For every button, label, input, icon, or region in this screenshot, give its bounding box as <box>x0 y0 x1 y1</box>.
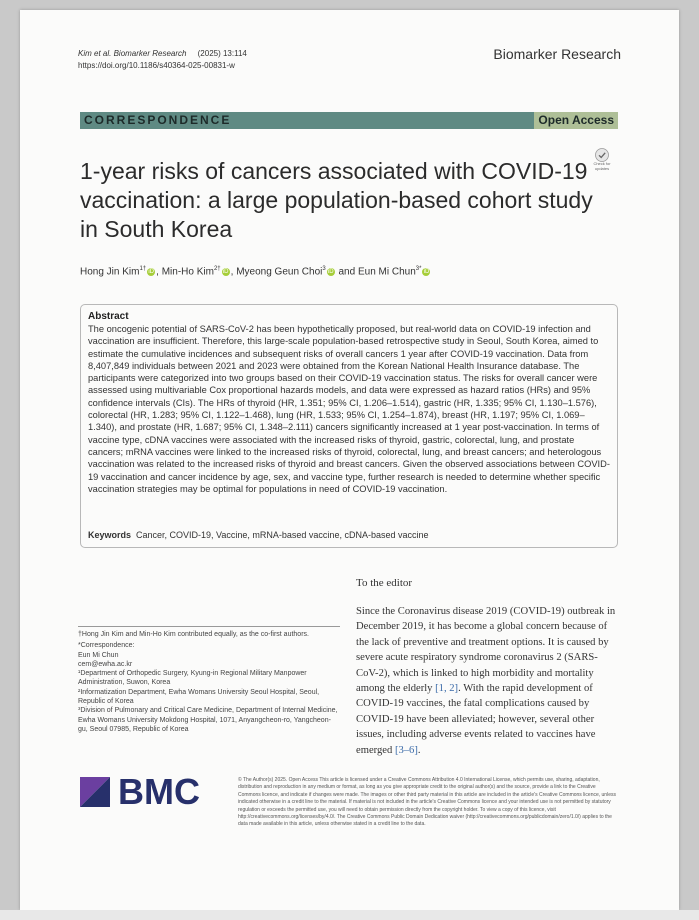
orcid-icon[interactable]: iD <box>222 268 229 275</box>
authors-and: and <box>338 266 356 278</box>
citation-header <box>78 48 247 72</box>
check-updates-line1: Check for <box>593 161 611 166</box>
affiliation-2: ²Informatization Department, Ewha Womans University Seoul Hospital, Seoul, Republic of Korea <box>78 688 320 706</box>
citation-link[interactable]: [1, 2] <box>435 683 459 695</box>
correspondence-label: *Correspondence: <box>78 642 135 650</box>
abstract-text: The oncogenic potential of SARS-CoV-2 has been hypothetically proposed, but real-world data on COVID-19 infection and vaccination are insufficient. Therefore, this large-scale population-based retrospective study in Seoul, South Korea, aimed to estimate the cumulative incidences and subsequent risks of overall cancers 1 year after COVID-19 vaccination. Data from 8,407,849 individuals between 2021 and 2023 were obtained from the Korean National Health Insurance database. The participants were categorized into two groups based on their COVID-19 vaccination status. The risks for overall cancer were assessed using multivariable Cox proportional hazards models, and data were expressed as hazard ratios (HRs) and 95% confidence intervals (CIs). The HRs of thyroid (HR, 1.351; 95% CI, 1.206–1.514), gastric (HR, 1.335; 95% CI, 1.130–1.576), colorectal (HR, 1.283; 95% CI, 1.122–1.468), lung (HR, 1.533; 95% CI, 1.254–1.874), breast (HR, 1.197; 95% CI, 1.069–1.340), and prostate (HR, 1.687; 95% CI, 1.348–2.111) cancers significantly increased at 1 year post-vaccination. In terms of vaccine type, cDNA vaccines were associated with the increased risks of thyroid, gastric, colorectal, lung, and prostate cancers; mRNA vaccines were linked to the increased risks of thyroid, colorectal, lung, and breast cancers; and heterologous vaccination was related to the increased risks of thyroid and breast cancers. Given the observed associations between COVID-19 vaccination and cancer incidence by age, sex, and vaccine type, further research is needed to determine whether specific vaccination strategies may be optimal for populations in need of COVID-19 vaccination. <box>88 324 610 494</box>
citation-journal: Biomarker Research <box>113 49 187 58</box>
author-affiliation: 3 <box>322 266 326 272</box>
author-affiliation: 2† <box>213 266 221 272</box>
doi-link[interactable]: https://doi.org/10.1186/s40364-025-00831-w <box>78 61 235 70</box>
orcid-icon[interactable]: iD <box>327 268 334 275</box>
author-name[interactable]: Myeong Geun Choi <box>236 266 323 278</box>
page-gap <box>0 910 699 920</box>
body-text-part2: . With the rapid development of COVID-19 vaccines, the fatal complications caused by COVID-19 have been alleviated; however, several other issues, including adverse events related to vaccines have emerged <box>356 683 596 756</box>
bmc-logo-text: BMC <box>118 771 200 812</box>
equal-contribution-note: †Hong Jin Kim and Min-Ho Kim contributed equally, as the co-first authors. <box>78 631 309 638</box>
orcid-icon[interactable]: iD <box>148 268 154 275</box>
footnotes <box>78 626 340 736</box>
author-name[interactable]: Hong Jin Kim <box>80 266 140 278</box>
license-text: © The Author(s) 2025. Open Access This article is licensed under a Creative Commons Attribution 4.0 International License, which permits use, sharing, adaptation, distribution and reproduction in any medium or format, as long as you give appropriate credit to the original author(s) and the source, provide a link to the Creative Commons licence, and indicate if changes were made. The images or other third party material in this article are included in the article's Creative Commons licence, unless indicated otherwise in a credit line to the material. If material is not included in the article's Creative Commons licence and your intended use is not permitted by statutory regulation or exceeds the permitted use, you will need to obtain permission directly from the copyright holder. To view a copy of this licence, visit http://creativecommons.org/licenses/by/4.0/. The Creative Commons Public Domain Dedication waiver (http://creativecommons.org/publicdomain/zero/1.0/) applies to the data made available in this article, unless otherwise stated in a credit line to the data. <box>238 777 616 828</box>
to-the-editor-heading: To the editor <box>356 577 413 589</box>
affiliation-3: ³Division of Pulmonary and Critical Care Medicine, Department of Internal Medicine, Ewha Womans University Mokdong Hospital, 1071, Anyangcheon-ro, Yangcheon-gu, Seoul 07985, Republic of Korea <box>78 707 338 733</box>
citation-authors: Kim et al. <box>78 49 112 58</box>
bmc-logo-icon <box>80 777 110 807</box>
bmc-logo <box>80 771 220 814</box>
correspondence-name: Eun Mi Chun <box>78 651 119 659</box>
article-title: 1-year risks of cancers associated with COVID-19 vaccination: a large population-based cohort study in South Korea <box>80 158 593 242</box>
author-name[interactable]: Min-Ho Kim <box>161 266 214 278</box>
paper-page <box>20 10 679 910</box>
citation-link[interactable]: [3–6] <box>394 744 418 756</box>
body-paragraph <box>356 604 618 758</box>
abstract-box <box>80 304 618 548</box>
article-type: CORRESPONDENCE <box>84 113 232 127</box>
author-affiliation: 3* <box>415 266 422 272</box>
keywords-label: Keywords <box>88 530 132 540</box>
correspondence-email[interactable]: cem@ewha.ac.kr <box>78 660 133 668</box>
check-updates-line2: updates <box>594 165 610 171</box>
body-text-part1: Since the Coronavirus disease 2019 (COVID-19) outbreak in December 2019, it has become a global concern because of the lack of preventive and treatment options. It is caused by severe acute respiratory syndrome coronavirus 2 (SARS-CoV-2), which is linked to high morbidity and mortality among the elderly <box>356 606 616 695</box>
author-affiliation: 1† <box>139 266 147 272</box>
keywords <box>88 530 428 540</box>
keywords-list: Cancer, COVID-19, Vaccine, mRNA-based vaccine, cDNA-based vaccine <box>136 530 429 540</box>
orcid-icon[interactable]: iD <box>423 268 430 275</box>
citation-info: (2025) 13:114 <box>197 49 247 58</box>
author-list: Hong Jin Kim$^{1\dagger}$ iD , Min-Ho Kim$^{2\dagger}$ iD , Myeong Geun Choi$^3$ iD and Eun Mi Chun$^{3*}$ iD <box>80 266 430 278</box>
body-text-end: . <box>417 744 421 756</box>
affiliation-1: ¹Department of Orthopedic Surgery, Kyung-in Regional Military Manpower Administration, Suwon, Korea <box>78 670 307 687</box>
open-access-badge: Open Access <box>534 112 618 129</box>
abstract-heading: Abstract <box>88 311 129 322</box>
article-type-banner <box>80 112 618 129</box>
author-name[interactable]: Eun Mi Chun <box>357 266 416 278</box>
journal-name: Biomarker Research <box>493 46 621 62</box>
